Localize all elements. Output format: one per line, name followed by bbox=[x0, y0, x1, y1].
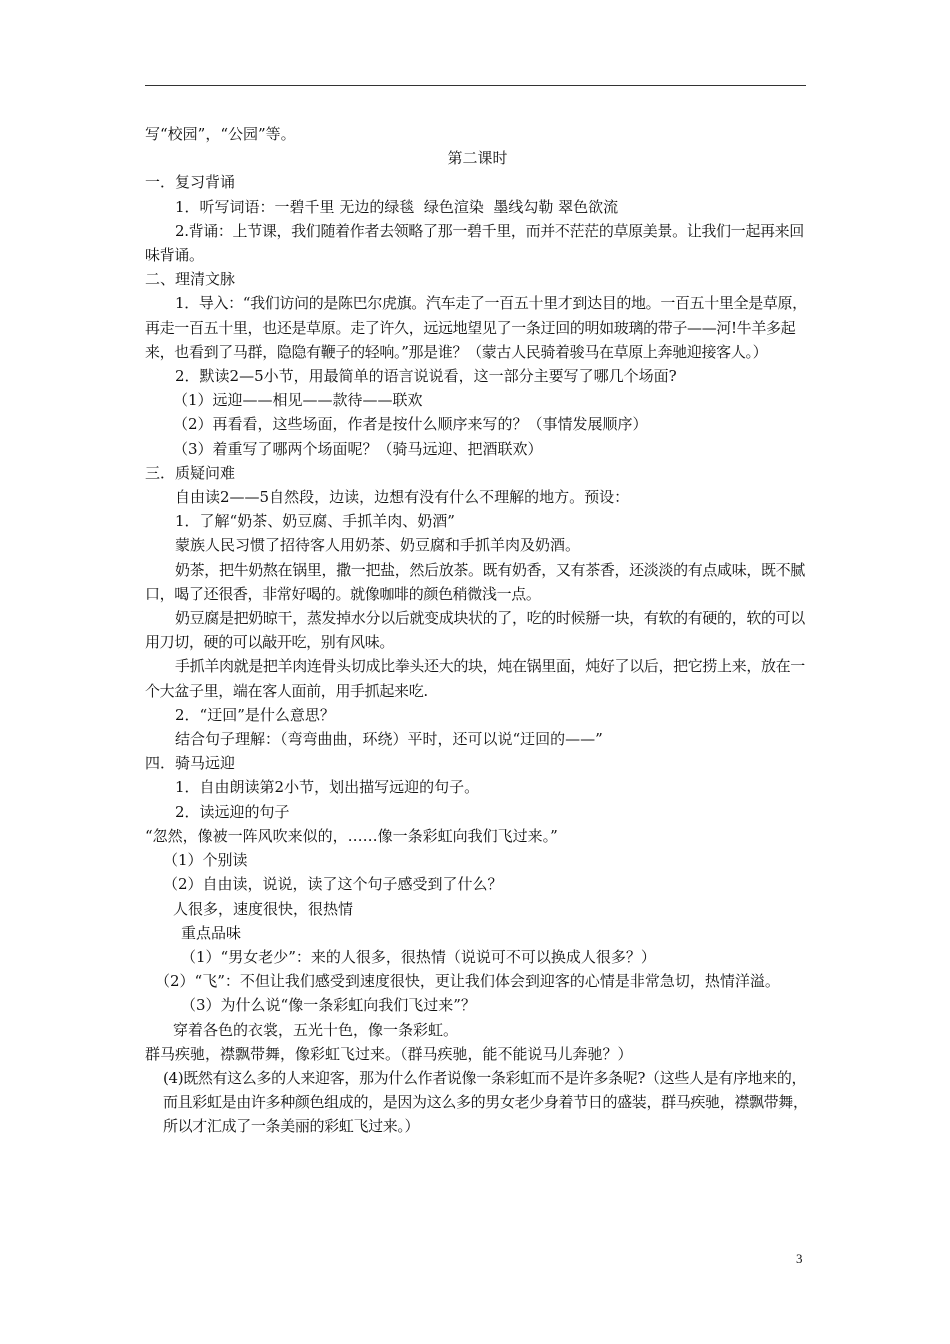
paragraph: 1．导入：“我们访问的是陈巴尔虎旗。汽车走了一百五十里才到达目的地。一百五十里全是草原，再走一百五十里，也还是草原。走了许久，远远地望见了一条迂回的明如玻璃的带子——河!牛羊多起来，也看到了马群，隐隐有鞭子的轻响。”那是谁？（蒙古人民骑着骏马在草原上奔驰迎接客人。） bbox=[145, 294, 807, 361]
list-item: （2）再看看，这些场面，作者是按什么顺序来写的？（事情发展顺序） bbox=[173, 415, 648, 434]
heading-3: 三．质疑问难 bbox=[145, 463, 236, 482]
paragraph: 结合句子理解：（弯弯曲曲，环绕）平时，还可以说“迂回的——” bbox=[175, 730, 603, 749]
paragraph: 1．了解“奶茶、奶豆腐、手抓羊肉、奶酒” bbox=[175, 512, 455, 531]
paragraph: 2.背诵：上节课，我们随着作者去领略了那一碧千里，而并不茫茫的草原美景。让我们一起再来回味背诵。 bbox=[145, 221, 804, 265]
paragraph: 群马疾驰，襟飘带舞，像彩虹飞过来。（群马疾驰，能不能说马儿奔驰？） bbox=[145, 1044, 633, 1063]
paragraph: 写“校园”，“公园”等。 bbox=[145, 125, 296, 143]
list-item: （1）“男女老少”：来的人很多，很热情（说说可不可以换成人很多？） bbox=[181, 947, 656, 966]
paragraph: 自由读2——5自然段，边读，边想有没有什么不理解的地方。预设： bbox=[175, 488, 630, 507]
header-rule bbox=[145, 85, 806, 86]
paragraph: 奶茶，把牛奶熬在锅里，撒一把盐，然后放茶。既有奶香，又有茶香，还淡淡的有点咸味，既不腻口，喝了还很香，非常好喝的。就像咖啡的颜色稍微浅一点。 bbox=[145, 560, 805, 603]
list-item: （1）个别读 bbox=[163, 851, 248, 870]
paragraph: 重点品味 bbox=[181, 923, 242, 942]
paragraph: 2．读远迎的句子 bbox=[175, 802, 290, 821]
paragraph: 手抓羊肉就是把羊肉连骨头切成比拳头还大的块，炖在锅里面，炖好了以后，把它捞上来，放在一个大盆子里，端在客人面前，用手抓起来吃. bbox=[145, 657, 805, 700]
heading-2: 二、理清文脉 bbox=[145, 270, 236, 289]
document-body bbox=[145, 122, 810, 1139]
paragraph: (4)既然有这么多的人来迎客，那为什么作者说像一条彩虹而不是许多条呢?（这些人是有序地来的，而且彩虹是由许多种颜色组成的，是因为这么多的男女老少身着节日的盛装，群马疾驰，襟飘带舞，所以才汇成了一条美丽的彩虹飞过来。） bbox=[163, 1068, 808, 1136]
paragraph: 2．默读2—5小节，用最简单的语言说说看，这一部分主要写了哪几个场面? bbox=[175, 367, 677, 386]
heading-1: 一．复习背诵 bbox=[145, 173, 236, 192]
list-item: （3）为什么说“像一条彩虹向我们飞过来”？ bbox=[181, 996, 476, 1015]
list-item: （2）“飞”：不但让我们感受到速度很快，更让我们体会到迎客的心情是非常急切，热情洋溢。 bbox=[155, 972, 780, 991]
heading-4: 四．骑马远迎 bbox=[145, 754, 236, 773]
paragraph: 2．“迂回”是什么意思？ bbox=[175, 705, 335, 724]
paragraph: 人很多，速度很快，很热情 bbox=[173, 899, 354, 918]
paragraph: 蒙族人民习惯了招待客人用奶茶、奶豆腐和手抓羊肉及奶酒。 bbox=[175, 536, 581, 555]
list-item: （1）远迎——相见——款待——联欢 bbox=[173, 391, 423, 410]
paragraph: 1．听写词语：一碧千里 无边的绿毯 绿色渲染 墨线勾勒 翠色欲流 bbox=[175, 197, 619, 216]
paragraph: 奶豆腐是把奶晾干，蒸发掉水分以后就变成块状的了，吃的时候掰一块，有软的有硬的，软的可以用刀切，硬的可以敲开吃，别有风味。 bbox=[145, 609, 805, 652]
quote: “忽然，像被一阵风吹来似的，……像一条彩虹向我们飞过来。” bbox=[145, 826, 558, 845]
page-number: 3 bbox=[796, 1251, 803, 1266]
paragraph: 1．自由朗读第2小节，划出描写远迎的句子。 bbox=[175, 778, 480, 797]
list-item: （2）自由读，说说，读了这个句子感受到了什么？ bbox=[163, 875, 503, 894]
list-item: （3）着重写了哪两个场面呢？（骑马远迎、把酒联欢） bbox=[173, 439, 543, 458]
section-title: 第二课时 bbox=[447, 149, 508, 168]
paragraph: 穿着各色的衣裳，五光十色，像一条彩虹。 bbox=[173, 1020, 459, 1039]
